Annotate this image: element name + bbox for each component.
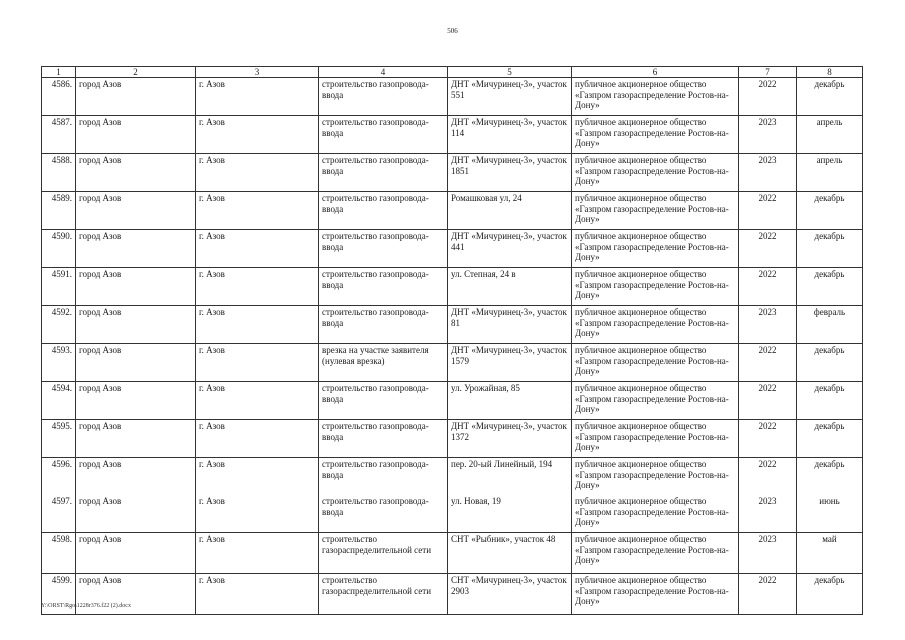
- work-type-cell: строительство газопровода-ввода: [319, 268, 448, 306]
- address-cell: ДНТ «Мичуринец-3», участок 1851: [448, 154, 572, 192]
- month-cell: декабрь: [797, 344, 863, 382]
- table-row: [42, 382, 863, 420]
- row-number: 4599.: [42, 574, 76, 615]
- locality-cell: г. Азов: [196, 116, 319, 154]
- year-cell: 2022: [739, 382, 797, 420]
- locality-cell: г. Азов: [196, 574, 319, 615]
- organization-cell: публичное акционерное общество «Газпром газораспределение Ростов-на-Дону»: [572, 420, 739, 458]
- file-path-footer: Y:\ORST\Rgo\1228r376.f22 (2).docx: [41, 603, 131, 609]
- column-number: 7: [739, 67, 797, 78]
- row-number: 4588.: [42, 154, 76, 192]
- month-cell: декабрь: [797, 78, 863, 116]
- organization-cell: публичное акционерное общество «Газпром газораспределение Ростов-на-Дону»: [572, 192, 739, 230]
- row-number: 4592.: [42, 306, 76, 344]
- address-cell: СНТ «Рыбник», участок 48: [448, 533, 572, 574]
- organization-cell: публичное акционерное общество «Газпром газораспределение Ростов-на-Дону»: [572, 230, 739, 268]
- table-row: [42, 458, 863, 496]
- month-cell: декабрь: [797, 268, 863, 306]
- table-row: [42, 230, 863, 268]
- address-cell: ДНТ «Мичуринец-3», участок 114: [448, 116, 572, 154]
- row-number: 4590.: [42, 230, 76, 268]
- year-cell: 2022: [739, 192, 797, 230]
- table-row: [42, 574, 863, 615]
- organization-cell: публичное акционерное общество «Газпром газораспределение Ростов-на-Дону»: [572, 154, 739, 192]
- year-cell: 2022: [739, 458, 797, 496]
- address-cell: ул. Новая, 19: [448, 495, 572, 533]
- month-cell: май: [797, 533, 863, 574]
- work-type-cell: врезка на участке заявителя (нулевая врезка): [319, 344, 448, 382]
- municipality-cell: город Азов: [76, 420, 196, 458]
- year-cell: 2023: [739, 306, 797, 344]
- table-row: [42, 533, 863, 574]
- table-row: [42, 192, 863, 230]
- row-number: 4598.: [42, 533, 76, 574]
- year-cell: 2022: [739, 344, 797, 382]
- locality-cell: г. Азов: [196, 230, 319, 268]
- work-type-cell: строительство газопровода-ввода: [319, 382, 448, 420]
- municipality-cell: город Азов: [76, 495, 196, 533]
- municipality-cell: город Азов: [76, 192, 196, 230]
- work-type-cell: строительство газопровода-ввода: [319, 192, 448, 230]
- organization-cell: публичное акционерное общество «Газпром газораспределение Ростов-на-Дону»: [572, 495, 739, 533]
- month-cell: апрель: [797, 154, 863, 192]
- year-cell: 2022: [739, 230, 797, 268]
- address-cell: ДНТ «Мичуринец-3», участок 551: [448, 78, 572, 116]
- table-row: [42, 420, 863, 458]
- locality-cell: г. Азов: [196, 78, 319, 116]
- address-cell: пер. 20-ый Линейный, 194: [448, 458, 572, 496]
- locality-cell: г. Азов: [196, 268, 319, 306]
- municipality-cell: город Азов: [76, 78, 196, 116]
- address-cell: Ромашковая ул, 24: [448, 192, 572, 230]
- year-cell: 2022: [739, 420, 797, 458]
- municipality-cell: город Азов: [76, 382, 196, 420]
- year-cell: 2022: [739, 268, 797, 306]
- work-type-cell: строительство газопровода-ввода: [319, 154, 448, 192]
- organization-cell: публичное акционерное общество «Газпром газораспределение Ростов-на-Дону»: [572, 78, 739, 116]
- municipality-cell: город Азов: [76, 458, 196, 496]
- municipality-cell: город Азов: [76, 154, 196, 192]
- locality-cell: г. Азов: [196, 306, 319, 344]
- locality-cell: г. Азов: [196, 420, 319, 458]
- month-cell: июнь: [797, 495, 863, 533]
- organization-cell: публичное акционерное общество «Газпром газораспределение Ростов-на-Дону»: [572, 458, 739, 496]
- locality-cell: г. Азов: [196, 344, 319, 382]
- organization-cell: публичное акционерное общество «Газпром газораспределение Ростов-на-Дону»: [572, 344, 739, 382]
- column-number: 8: [797, 67, 863, 78]
- work-type-cell: строительство газопровода-ввода: [319, 78, 448, 116]
- work-type-cell: строительство газопровода-ввода: [319, 306, 448, 344]
- work-type-cell: строительство газораспределительной сети: [319, 574, 448, 615]
- organization-cell: публичное акционерное общество «Газпром газораспределение Ростов-на-Дону»: [572, 116, 739, 154]
- month-cell: апрель: [797, 116, 863, 154]
- municipality-cell: город Азов: [76, 574, 196, 615]
- year-cell: 2023: [739, 154, 797, 192]
- column-number: 2: [76, 67, 196, 78]
- municipality-cell: город Азов: [76, 533, 196, 574]
- address-cell: ДНТ «Мичуринец-3», участок 441: [448, 230, 572, 268]
- month-cell: февраль: [797, 306, 863, 344]
- address-cell: ул. Урожайная, 85: [448, 382, 572, 420]
- table-row: [42, 495, 863, 533]
- gas-connection-table: [41, 66, 863, 615]
- column-number: 4: [319, 67, 448, 78]
- organization-cell: публичное акционерное общество «Газпром газораспределение Ростов-на-Дону»: [572, 574, 739, 615]
- table-body: [42, 67, 863, 615]
- locality-cell: г. Азов: [196, 533, 319, 574]
- work-type-cell: строительство газопровода-ввода: [319, 116, 448, 154]
- table-row: [42, 344, 863, 382]
- month-cell: декабрь: [797, 382, 863, 420]
- year-cell: 2022: [739, 574, 797, 615]
- column-number: 1: [42, 67, 76, 78]
- row-number: 4593.: [42, 344, 76, 382]
- work-type-cell: строительство газораспределительной сети: [319, 533, 448, 574]
- municipality-cell: город Азов: [76, 230, 196, 268]
- year-cell: 2023: [739, 495, 797, 533]
- row-number: 4595.: [42, 420, 76, 458]
- address-cell: ДНТ «Мичуринец-3», участок 1579: [448, 344, 572, 382]
- organization-cell: публичное акционерное общество «Газпром газораспределение Ростов-на-Дону»: [572, 382, 739, 420]
- municipality-cell: город Азов: [76, 116, 196, 154]
- table-row: [42, 116, 863, 154]
- row-number: 4594.: [42, 382, 76, 420]
- year-cell: 2022: [739, 78, 797, 116]
- work-type-cell: строительство газопровода-ввода: [319, 495, 448, 533]
- month-cell: декабрь: [797, 458, 863, 496]
- month-cell: декабрь: [797, 230, 863, 268]
- table-row: [42, 306, 863, 344]
- municipality-cell: город Азов: [76, 268, 196, 306]
- column-number: 6: [572, 67, 739, 78]
- table-row: [42, 78, 863, 116]
- locality-cell: г. Азов: [196, 154, 319, 192]
- address-cell: ДНТ «Мичуринец-3», участок 81: [448, 306, 572, 344]
- table-row: [42, 268, 863, 306]
- column-number: 3: [196, 67, 319, 78]
- organization-cell: публичное акционерное общество «Газпром газораспределение Ростов-на-Дону»: [572, 306, 739, 344]
- month-cell: декабрь: [797, 574, 863, 615]
- address-cell: СНТ «Мичуринец-3», участок 2903: [448, 574, 572, 615]
- locality-cell: г. Азов: [196, 495, 319, 533]
- address-cell: ДНТ «Мичуринец-3», участок 1372: [448, 420, 572, 458]
- month-cell: декабрь: [797, 420, 863, 458]
- page-number: 506: [447, 27, 458, 35]
- column-number-row: [42, 67, 863, 78]
- locality-cell: г. Азов: [196, 192, 319, 230]
- locality-cell: г. Азов: [196, 382, 319, 420]
- organization-cell: публичное акционерное общество «Газпром газораспределение Ростов-на-Дону»: [572, 533, 739, 574]
- municipality-cell: город Азов: [76, 306, 196, 344]
- locality-cell: г. Азов: [196, 458, 319, 496]
- month-cell: декабрь: [797, 192, 863, 230]
- organization-cell: публичное акционерное общество «Газпром газораспределение Ростов-на-Дону»: [572, 268, 739, 306]
- work-type-cell: строительство газопровода-ввода: [319, 230, 448, 268]
- year-cell: 2023: [739, 533, 797, 574]
- row-number: 4586.: [42, 78, 76, 116]
- municipality-cell: город Азов: [76, 344, 196, 382]
- work-type-cell: строительство газопровода-ввода: [319, 420, 448, 458]
- address-cell: ул. Степная, 24 в: [448, 268, 572, 306]
- column-number: 5: [448, 67, 572, 78]
- work-type-cell: строительство газопровода-ввода: [319, 458, 448, 496]
- row-number: 4591.: [42, 268, 76, 306]
- row-number: 4597.: [42, 495, 76, 533]
- row-number: 4587.: [42, 116, 76, 154]
- year-cell: 2023: [739, 116, 797, 154]
- table-row: [42, 154, 863, 192]
- row-number: 4589.: [42, 192, 76, 230]
- row-number: 4596.: [42, 458, 76, 496]
